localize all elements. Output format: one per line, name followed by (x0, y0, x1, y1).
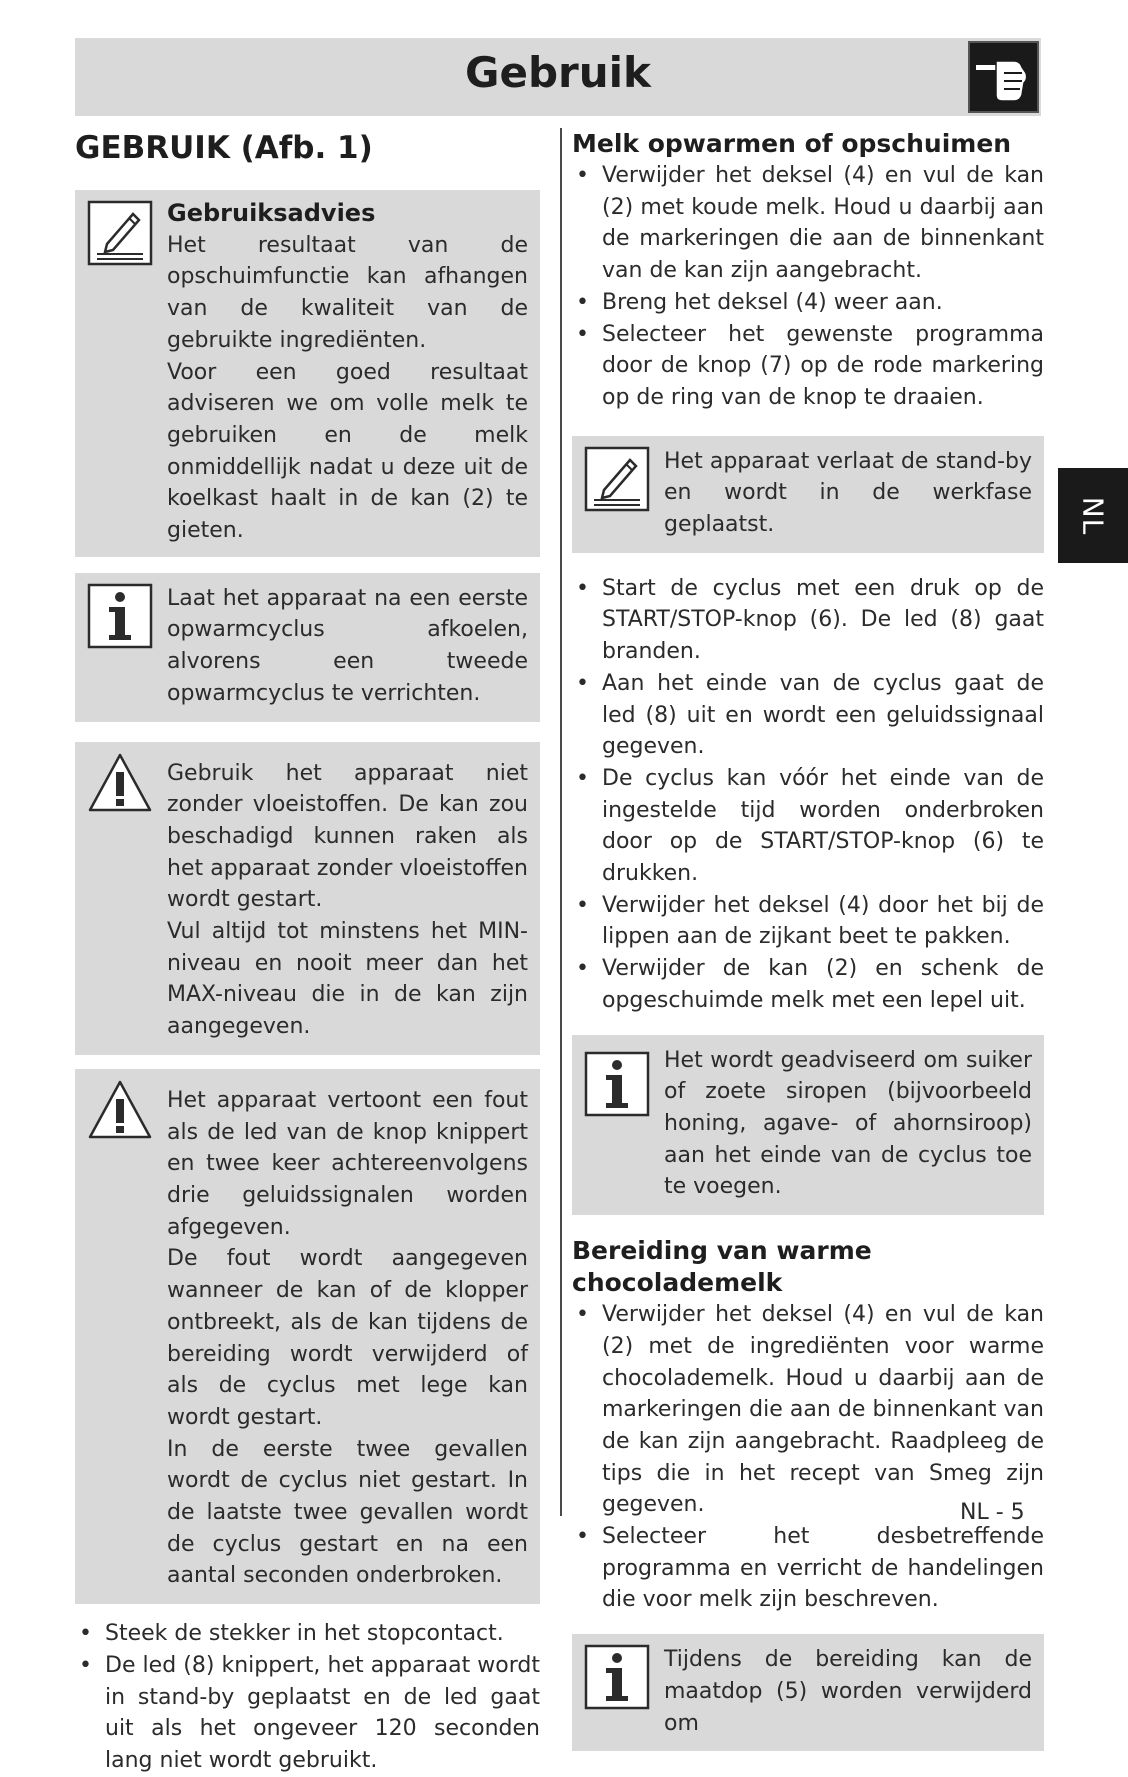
pencil-note-icon (87, 200, 153, 276)
list-item: • Aan het einde van de cyclus gaat de led (8) uit en wordt een geluidssignaal gegeven. (572, 668, 1044, 763)
list-item: • Verwijder het deksel (4) door het bij de lippen aan de zijkant beet te pakken. (572, 890, 1044, 953)
page-number: NL - 5 (960, 1500, 1025, 1525)
list-item: • Steek de stekker in het stopcontact. (75, 1618, 540, 1650)
warning-icon (87, 752, 153, 824)
language-tab-label: NL (1076, 496, 1110, 535)
info-text: Het wordt geadviseerd om suiker of zoete siropen (bijvoorbeeld honing, agave- of ahornsiroop) aan het einde van de cyclus toe te voegen. (664, 1047, 1032, 1200)
list-item: • Selecteer het gewenste programma door de knop (7) op de rode markering op de ring van de knop te draaien. (572, 319, 1044, 414)
info-box (75, 573, 540, 722)
list-item: • Selecteer het desbetreffende programma en verricht de handelingen die voor melk zijn beschreven. (572, 1521, 1044, 1616)
info-box (572, 1634, 1044, 1751)
note-text: Het apparaat verlaat de stand-by en wordt in de werkfase geplaatst. (664, 448, 1032, 538)
bullet-list (75, 1618, 540, 1777)
advice-paragraph: Het resultaat van de opschuimfunctie kan afhangen van de kwaliteit van de gebruikte ingrediënten. (167, 232, 528, 353)
warning-paragraph: Vul altijd tot minstens het MIN-niveau en nooit meer dan het MAX-niveau die in de kan zijn aangegeven. (167, 919, 528, 1040)
pointing-hand-icon (968, 41, 1039, 113)
warning-paragraph: In de eerste twee gevallen wordt de cyclus niet gestart. In de laatste twee gevallen wordt de cyclus gestart en na een aantal seconden onderbroken. (167, 1436, 528, 1589)
warning-box (75, 742, 540, 1055)
info-text: Tijdens de bereiding kan de maatdop (5) worden verwijderd om (664, 1647, 1032, 1736)
chocolate-section-title: Bereiding van warme chocolademelk (572, 1236, 872, 1298)
info-icon (87, 583, 153, 659)
page-header (75, 38, 1041, 116)
list-item: • De cyclus kan vóór het einde van de ingestelde tijd worden onderbroken door op de START/STOP-knop (6) te drukken. (572, 763, 1044, 890)
list-item: • Start de cyclus met een druk op de START/STOP-knop (6). De led (8) gaat branden. (572, 573, 1044, 668)
language-tab (1058, 468, 1128, 563)
list-item: • Verwijder het deksel (4) en vul de kan (2) met koude melk. Houd u daarbij aan de markeringen die aan de binnenkant van de kan zijn aangebracht. (572, 160, 1044, 287)
advice-paragraph: Voor een goed resultaat adviseren we om volle melk te gebruiken en de melk onmiddellijk nadat u deze uit de koelkast haalt in de kan (2) te gieten. (167, 359, 528, 544)
chocolate-bullet-list (572, 1299, 1044, 1616)
info-icon (584, 1051, 650, 1127)
milk-bullet-list (572, 160, 1044, 414)
cycle-bullet-list (572, 573, 1044, 1017)
left-column (75, 128, 540, 1777)
warning-paragraph: Het apparaat vertoont een fout als de led van de knop knippert en twee keer achtereenvolgens drie geluidssignalen worden afgegeven. (167, 1087, 528, 1240)
warning-paragraph: Gebruik het apparaat niet zonder vloeistoffen. De kan zou beschadigd kunnen raken als het apparaat zonder vloeistoffen wordt gestart. (167, 760, 528, 913)
list-item: • Verwijder het deksel (4) en vul de kan (2) met de ingrediënten voor warme chocolademelk. Houd u daarbij aan de markeringen die aan de binnenkant van de kan zijn aangebracht. Raadpleeg de tips die in het recept van Smeg zijn gegeven. (572, 1299, 1044, 1521)
error-warning-box (75, 1069, 540, 1604)
list-item: • De led (8) knippert, het apparaat wordt in stand-by geplaatst en de led gaat uit als het ongeveer 120 seconden lang niet wordt gebruikt. (75, 1650, 540, 1777)
info-icon (584, 1644, 650, 1720)
advice-box (75, 190, 540, 557)
note-box (572, 436, 1044, 553)
section-title: GEBRUIK (Afb. 1) (75, 130, 373, 166)
pencil-note-icon (584, 446, 650, 522)
list-item: • Breng het deksel (4) weer aan. (572, 287, 1044, 319)
list-item: • Verwijder de kan (2) en schenk de opgeschuimde melk met een lepel uit. (572, 953, 1044, 1016)
column-divider (560, 128, 562, 1516)
info-text: Laat het apparaat na een eerste opwarmcyclus afkoelen, alvorens een tweede opwarmcyclus te verrichten. (167, 585, 528, 706)
info-box (572, 1035, 1044, 1216)
warning-icon (87, 1079, 153, 1151)
milk-section-title: Melk opwarmen of opschuimen (572, 129, 1012, 158)
advice-box-title: Gebruiksadvies (167, 199, 376, 227)
page-title: Gebruik (465, 48, 651, 97)
warning-paragraph: De fout wordt aangegeven wanneer de kan of de klopper ontbreekt, als de kan tijdens de bereiding wordt verwijderd of als de cyclus met lege kan wordt gestart. (167, 1246, 528, 1430)
